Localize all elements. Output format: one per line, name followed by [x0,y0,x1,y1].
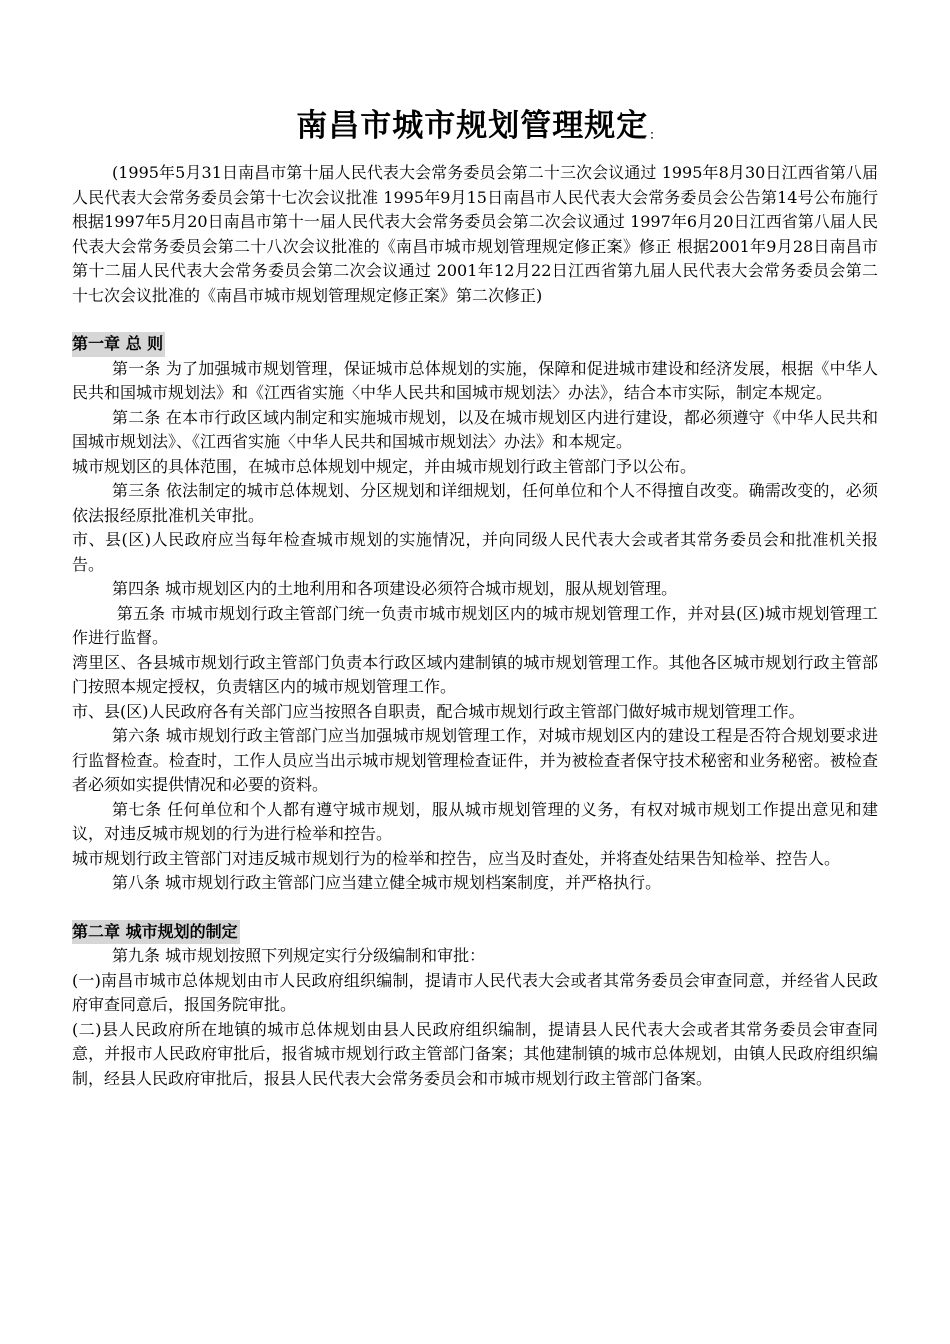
title-mark: ∶ [650,129,654,144]
article-5-clause-2: 市、县(区)人民政府各有关部门应当按照各自职责，配合城市规划行政主管部门做好城市规划管理工作。 [72,701,805,721]
section-gap [72,308,878,332]
article-9-item-1: (一)南昌市城市总体规划由市人民政府组织编制，提请市人民代表大会或者其常务委员会审查同意，并经省人民政府审查同意后，报国务院审批。 [72,970,878,1014]
chapter-1-row [72,332,878,357]
article-1: 第一条 为了加强城市规划管理，保证城市总体规划的实施，保障和促进城市建设和经济发展，根据《中华人民共和国城市规划法》和《江西省实施〈中华人民共和国城市规划法〉办法》，结合本市实际，制定本规定。 [72,358,878,402]
article-2-clause: 城市规划区的具体范围，在城市总体规划中规定，并由城市规划行政主管部门予以公布。 [72,456,697,476]
document-page [72,104,878,1091]
article-7: 第七条 任何单位和个人都有遵守城市规划，服从城市规划管理的义务，有权对城市规划工作提出意见和建议，对违反城市规划的行为进行检举和控告。 [72,799,878,843]
article-7-clause: 城市规划行政主管部门对违反城市规划行为的检举和控告，应当及时查处，并将查处结果告知检举、控告人。 [72,848,841,868]
preamble: (1995年5月31日南昌市第十届人民代表大会常务委员会第二十三次会议通过 1995年8月30日江西省第八届人民代表大会常务委员会第十七次会议批准 1995年9月15日南昌市人民代表大会常务委员会公告第14号公布施行 根据1997年5月20日南昌市第十一届人民代表大会常务委员会第二次会议通过 1997年6月20日江西省第八届人民代表大会常务委员会第二十八次会议批准的《南昌市城市规划管理规定修正案》修正 根据2001年9月28日南昌市第十二届人民代表大会常务委员会第二次会议通过 2001年12月22日江西省第九届人民代表大会常务委员会第二十七次会议批准的《南昌市城市规划管理规定修正案》第二次修正) [72,163,878,305]
article-3: 第三条 依法制定的城市总体规划、分区规划和详细规划，任何单位和个人不得擅自改变。确需改变的，必须依法报经原批准机关审批。 [72,481,878,525]
section-gap [72,896,878,920]
article-3-clause: 市、县(区)人民政府应当每年检查城市规划的实施情况，并向同级人民代表大会或者其常务委员会和批准机关报告。 [72,530,878,574]
article-5: 第五条 市城市规划行政主管部门统一负责市城市规划区内的城市规划管理工作，并对县(区)城市规划管理工作进行监督。 [72,603,878,647]
chapter-1-heading: 第一章 总 则 [72,332,165,357]
article-9-item-2: (二)县人民政府所在地镇的城市总体规划由县人民政府组织编制，提请县人民代表大会或者其常务委员会审查同意，并报市人民政府审批后，报省城市规划行政主管部门备案；其他建制镇的城市总体规划，由镇人民政府组织编制，经县人民政府审批后，报县人民代表大会常务委员会和市城市规划行政主管部门备案。 [72,1019,878,1088]
article-8: 第八条 城市规划行政主管部门应当建立健全城市规划档案制度，并严格执行。 [112,873,662,892]
chapter-2-heading: 第二章 城市规划的制定 [72,920,240,945]
article-9: 第九条 城市规划按照下列规定实行分级编制和审批： [112,946,486,965]
document-title-row [72,104,878,159]
article-6: 第六条 城市规划行政主管部门应当加强城市规划管理工作，对城市规划区内的建设工程是否符合规划要求进行监督检查。检查时，工作人员应当出示城市规划管理检查证件，并为被检查者保守技术秘密和业务秘密。被检查者必须如实提供情况和必要的资料。 [72,726,878,794]
document-title: 南昌市城市规划管理规定 [296,108,649,144]
article-2: 第二条 在本市行政区域内制定和实施城市规划，以及在城市规划区内进行建设，都必须遵守《中华人民共和国城市规划法》、《江西省实施〈中华人民共和国城市规划法〉办法》和本规定。 [72,407,878,451]
article-5-clause-1: 湾里区、各县城市规划行政主管部门负责本行政区域内建制镇的城市规划管理工作。其他各区城市规划行政主管部门按照本规定授权，负责辖区内的城市规划管理工作。 [72,652,878,696]
chapter-2-row [72,920,878,945]
article-4: 第四条 城市规划区内的土地利用和各项建设必须符合城市规划，服从规划管理。 [112,579,678,598]
